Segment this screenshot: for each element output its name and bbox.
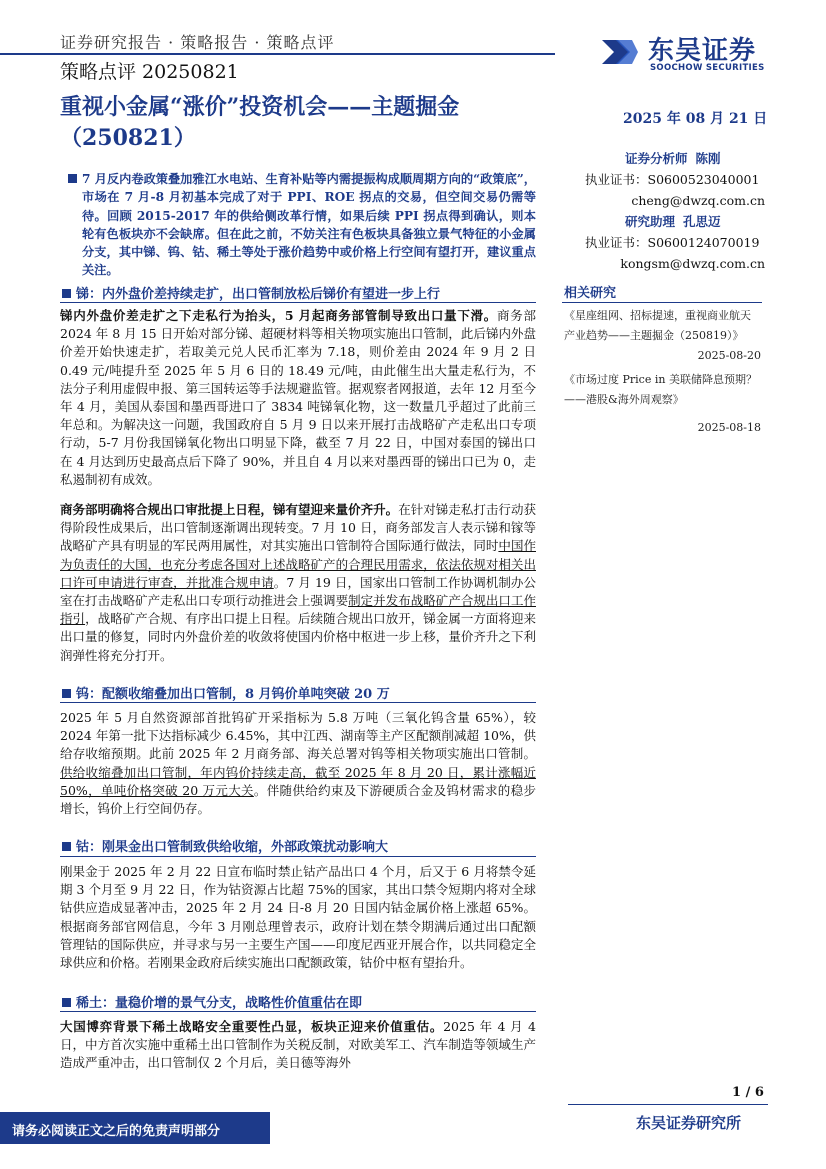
related-item[interactable]: 《星座组网、招标提速，重视商业航天产业趋势——主题掘金（250819）》 2025-08-20 《市场过度 Price in 美联储降息预期？——港股&海外周观察》 2025-08-18 [564,306,761,438]
section-heading-cobalt: 钴：刚果金出口管制致供给收缩，外部政策扰动影响大 [62,836,388,855]
section-divider [60,302,536,303]
section-divider [60,1011,536,1012]
breadcrumb: 证券研究报告 · 策略报告 · 策略点评 [60,33,335,52]
section-heading-rare-earth: 稀土：量稳价增的景气分支，战略性价值重估在即 [62,992,362,1011]
paragraph: 商务部明确将合规出口审批提上日程，锑有望迎来量价齐升。在针对锑走私打击行动获得阶段性成果后，出口管制逐渐调出现转变。7 月 10 日，商务部发言人表示锑和镓等战略矿产具有明显的军民两用属性，对其实施出口管制符合国际通行做法，同时中国作为负责任的大国，也充分考虑各国对上述战略矿产的合理民用需求，依法依规对相关出口许可申请进行审查，并批准合规申请。7 月 19 日，国家出口管制工作协调机制办公室在打击战略矿产走私出口专项行动推进会上强调要制定并发布战略矿产合规出口工作指引，战略矿产合规、有序出口提上日程。后续随合规出口放开，锑金属一方面将迎来出口量的修复，同时内外盘价差的收敛将使国内价格中枢进一步上移，量价齐升之下利润弹性将充分打开。 [60,502,536,663]
square-bullet-icon [62,689,71,698]
section-divider [60,702,536,703]
related-date: 2025-08-18 [697,421,761,434]
paragraph: 大国博弈背景下稀土战略安全重要性凸显，板块正迎来价值重估。2025 年 4 月 4 日，中方首次实施中重稀土出口管制作为关税反制，对欧美军工、汽车制造等领域生产造成严重冲击，出口管制仅 2 个月后，美日德等海外 [60,1019,536,1071]
section-heading-antimony: 锑：内外盘价差持续走扩，出口管制放松后锑价有望进一步上行 [62,283,440,302]
report-title: 重视小金属“涨价”投资机会——主题掘金（250821） [60,94,460,151]
paragraph: 锑内外盘价差走扩之下走私行为抬头，5 月起商务部管制导致出口量下滑。商务部 2024 年 8 月 15 日开始对部分锑、超硬材料等相关物项实施出口管制，此后锑内外盘价差开始快速走扩，若取美元兑人民币汇率为 7.18，则价差由 2024 年 9 月 2 日 0.49 元/吨提升至 2025 年 5 月 6 日的 18.49 元/吨，由此催生出大量走私行为，不法分子利用虚假申报、第三国转运等手法规避监管。据观察者网报道，去年 12 月至今年 4 月，美国从泰国和墨西哥进口了 3834 吨锑氧化物，这一数量几乎超过了此前三年总和。为解决这一问题，我国政府自 5 月 9 日以来开展打击战略矿产走私出口专项行动，5-7 月份我国锑氧化物出口明显下降，截至 7 月 22 日，中国对泰国的锑出口在 4 月达到历史最高点后下降了 90%，并且自 4 月以来对墨西哥的锑出口已为 0，走私遏制初有成效。 [60,308,536,487]
square-bullet-icon [68,174,77,183]
header-divider [0,53,555,55]
summary: 7 月反内卷政策叠加雅江水电站、生育补贴等内需提振构成顺周期方向的“政策底”，市场在 7 月-8 月初基本完成了对于 PPI、ROE 拐点的交易，但空间交易仍需等待。回顾 2015-2017 年的供给侧改革行情，如果后续 PPI 拐点得到确认，则本轮有色板块亦不会缺席。但在此之前，不妨关注有色板块具备独立景气特征的小金属分支，其中锑、钨、钴、稀土等处于涨价趋势中或价格上行空间有望打开，建议重点关注。 [68,170,536,280]
assistant-email[interactable]: kongsm@dwzq.com.cn [620,256,765,271]
square-bullet-icon [62,998,71,1007]
report-date: 2025 年 08 月 21 日 [623,111,768,127]
related-divider [562,302,762,303]
analyst-name: 陈刚 [695,151,721,166]
assistant-role: 研究助理 [625,214,676,229]
square-bullet-icon [62,842,71,851]
analyst-email[interactable]: cheng@dwzq.com.cn [631,193,765,208]
related-heading: 相关研究 [564,286,617,301]
section-heading-tungsten: 钨：配额收缩叠加出口管制，8 月钨价单吨突破 20 万 [62,683,390,702]
analyst-role: 证券分析师 [625,151,688,166]
paragraph: 刚果金于 2025 年 2 月 22 日宣布临时禁止钴产品出口 4 个月，后又于 6 月将禁令延期 3 个月至 9 月 22 日，作为钴资源占比超 75%的国家，其出口禁令短期内将对全球钴供应造成显著冲击，2025 年 2 月 24 日-8 月 20 日国内钴金属价格上涨超 65%。根据商务部官网信息，今年 3 月刚总理曾表示，政府计划在禁令期满后通过出口配额管理钴的国际供应，并寻求与另一主要生产国——印度尼西亚开展合作，以共同稳定全球供应和价格。若刚果金政府后续实施出口配额政策，钴价中枢有望抬升。 [60,864,536,971]
square-bullet-icon [62,289,71,298]
soochow-logo-icon [598,32,642,72]
logo-subtext: SOOCHOW SECURITIES [650,63,765,73]
footer-org: 东吴证券研究所 [636,1114,742,1132]
logo-text: 东吴证券 [648,36,757,66]
assistant-cert: 执业证书：S0600124070019 [585,235,760,250]
page-number: 1 / 6 [732,1085,764,1100]
paragraph: 2025 年 5 月自然资源部首批钨矿开采指标为 5.8 万吨（三氧化钨含量 65%），较 2024 年第一批下达指标减少 6.45%，其中江西、湖南等主产区配额削减超 10%，供给存收缩预期。此前 2025 年 2 月商务部、海关总署对钨等相关物项实施出口管制。供给收缩叠加出口管制，年内钨价持续走高，截至 2025 年 8 月 20 日，累计涨幅近 50%，单吨价格突破 20 万元大关。伴随供给约束及下游硬质合金及钨材需求的稳步增长，钨价上行空间仍存。 [60,710,536,817]
analyst-cert: 执业证书：S0600523040001 [585,172,760,187]
related-date: 2025-08-20 [697,349,761,362]
analyst-block [585,148,765,274]
footer-divider [568,1104,768,1105]
assistant-name: 孔思迈 [682,214,721,229]
report-subtitle: 策略点评 20250821 [60,61,239,83]
disclaimer-link[interactable]: 请务必阅读正文之后的免责声明部分 [12,1124,221,1139]
section-divider [60,856,536,857]
